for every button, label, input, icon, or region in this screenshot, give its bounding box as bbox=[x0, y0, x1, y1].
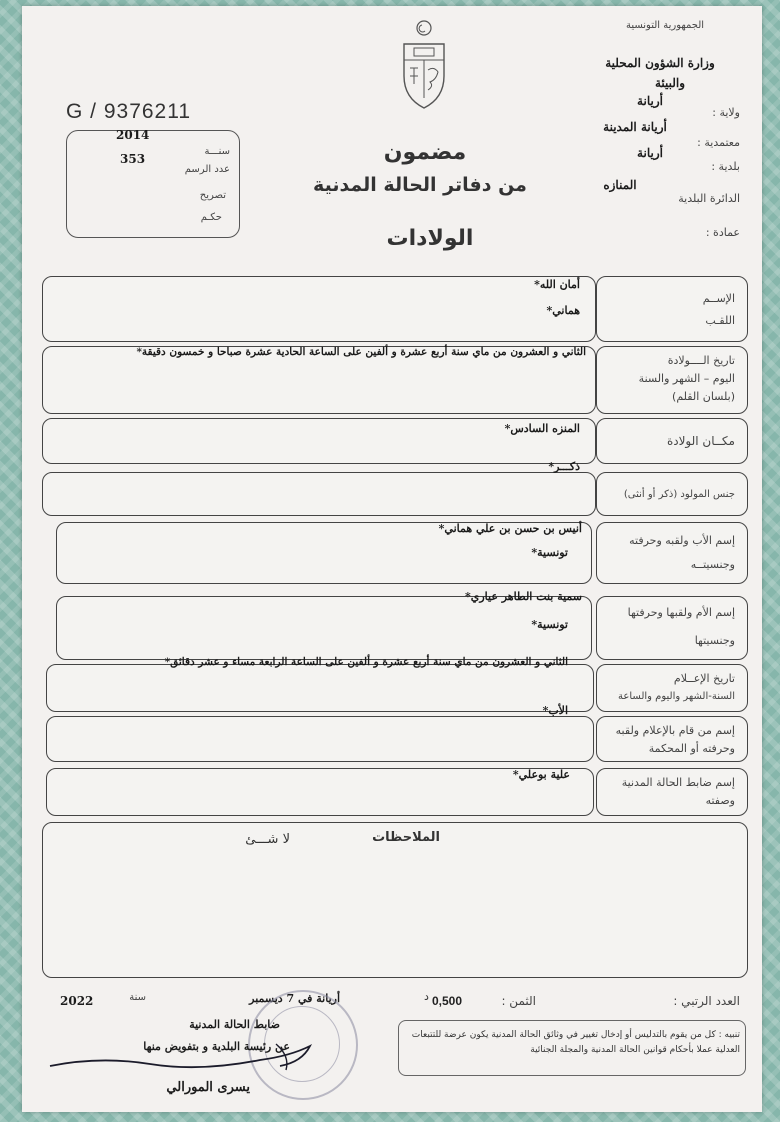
declarant-label-box bbox=[596, 716, 748, 762]
district-value: المنازه bbox=[603, 178, 637, 192]
sex-value: ذكـــر* bbox=[548, 460, 580, 473]
footer-year-label: سنة bbox=[129, 992, 146, 1003]
register-year-label: سنـــة bbox=[204, 146, 230, 157]
remarks-box bbox=[42, 822, 748, 978]
sex-label-box bbox=[596, 472, 748, 516]
surname-label: اللقـب bbox=[705, 314, 735, 327]
officer-delegation: عن رئيسة البلدية و بتفويض منها bbox=[143, 1040, 290, 1053]
state-label: ولاية : bbox=[712, 106, 740, 119]
declarant-value-box bbox=[46, 716, 594, 762]
declaration-date-label-line2: السنة-الشهر واليوم والساعة bbox=[618, 691, 735, 702]
declaration-date-value: الثاني و العشرون من ماي سنة أربع عشرة و ألفين على الساعة الرابعة مساء و عشر دقائق* bbox=[164, 656, 568, 668]
father-label-line1: إسم الأب ولقبه وحرفته bbox=[629, 534, 735, 547]
officer-label-box bbox=[596, 768, 748, 816]
register-number-value: 353 bbox=[120, 152, 146, 166]
register-judgment: حكـم bbox=[200, 212, 222, 223]
municipality-value: أريانة bbox=[637, 146, 663, 160]
declarant-label-line2: وحرفته أو المحكمة bbox=[648, 742, 735, 755]
municipality-label: بلدية : bbox=[711, 160, 740, 173]
officer-title: ضابط الحالة المدنية bbox=[189, 1018, 280, 1031]
place-date: أريانة في 7 ديسمبر bbox=[249, 992, 340, 1005]
officer-label-line1: إسم ضابط الحالة المدنية bbox=[621, 776, 735, 789]
father-value: أنيس بن حسن بن علي هماني* bbox=[438, 522, 582, 535]
ministry-line2: والبيئة bbox=[654, 76, 686, 90]
father-label-line2: وجنسيتــه bbox=[690, 558, 735, 571]
price-value: 0,500 bbox=[432, 994, 463, 1008]
omda-label: عمادة : bbox=[705, 226, 740, 239]
father-label-box bbox=[596, 522, 748, 584]
pob-label-box bbox=[596, 418, 748, 464]
name-value: أمان الله* bbox=[534, 278, 580, 291]
mother-label-line1: إسم الأم ولقبها وحرفتها bbox=[627, 606, 735, 619]
price-unit: د bbox=[424, 990, 429, 1003]
serial-number-label: العدد الرتبي : bbox=[673, 994, 740, 1008]
name-label: الإســم bbox=[702, 292, 735, 305]
title-births: الولادات bbox=[386, 226, 474, 251]
officer-value: علية بوعلي* bbox=[512, 768, 570, 781]
title-from-books: من دفاتر الحالة المدنية bbox=[313, 174, 527, 196]
register-number-label: عدد الرسم bbox=[184, 164, 230, 175]
district-label: الدائرة البلدية bbox=[678, 192, 740, 205]
dob-value: الثاني و العشرون من ماي سنة أربع عشرة و ألفين على الساعة الحادية عشرة صباحا و خمسون دقيقة* bbox=[136, 346, 586, 358]
tunisia-coat-of-arms-icon bbox=[398, 18, 450, 114]
declarant-label-line1: إسم من قام بالإعلام ولقبه bbox=[615, 724, 735, 737]
father-nationality: تونسية* bbox=[531, 546, 568, 559]
surname-value: هماني* bbox=[546, 304, 580, 317]
dob-label-box bbox=[596, 346, 748, 414]
price-label: الثمن : bbox=[501, 994, 536, 1008]
mother-label-line2: وجنسيتها bbox=[694, 634, 735, 647]
pob-label: مكــان الولادة bbox=[666, 434, 735, 448]
delegation-value: أريانة المدينة bbox=[603, 120, 667, 134]
dob-label-line1: تاريخ الــــولادة bbox=[667, 354, 735, 367]
sex-label: جنس المولود (ذكر أو أنثى) bbox=[623, 489, 735, 500]
declaration-date-label-box bbox=[596, 664, 748, 712]
ministry-line1: وزارة الشؤون المحلية bbox=[605, 56, 715, 70]
dob-label-line2: اليوم – الشهر والسنة bbox=[638, 372, 735, 385]
mother-nationality: تونسية* bbox=[531, 618, 568, 631]
remarks-label: الملاحظات bbox=[372, 830, 440, 845]
remarks-value: لا شـــئ bbox=[245, 832, 290, 847]
mother-value: سمية بنت الطاهر عياري* bbox=[464, 590, 582, 603]
signature-scribble-icon bbox=[40, 1036, 340, 1076]
mother-label-box bbox=[596, 596, 748, 660]
officer-label-line2: وصفته bbox=[705, 794, 735, 807]
register-year-value: 2014 bbox=[116, 128, 150, 142]
officer-name: يسرى المورالي bbox=[166, 1080, 250, 1095]
declaration-date-label-line1: تاريخ الإعــلام bbox=[673, 672, 735, 685]
register-declaration: تصريح bbox=[199, 190, 226, 201]
declarant-value: الأب* bbox=[542, 704, 568, 717]
pob-value: المنزه السادس* bbox=[504, 422, 580, 435]
republic-header: الجمهورية التونسية bbox=[625, 20, 705, 31]
serial-number: G / 9376211 bbox=[66, 100, 192, 123]
delegation-label: معتمدية : bbox=[697, 136, 740, 149]
legal-notice-text: تنبيه : كل من يقوم بالتدليس أو إدخال تغيير في وثائق الحالة المدنية يكون عرضة للتتبعات العدلية عملا بأحكام قوانين الحالة المدنية والمجلة الجنائية bbox=[411, 1030, 740, 1055]
title-extract: مضمون bbox=[383, 140, 467, 165]
footer-year-value: 2022 bbox=[60, 994, 94, 1008]
state-value: أريانة bbox=[637, 94, 663, 108]
name-label-box bbox=[596, 276, 748, 342]
dob-label-line3: (بلسان القلم) bbox=[672, 390, 735, 403]
sex-value-box bbox=[42, 472, 596, 516]
